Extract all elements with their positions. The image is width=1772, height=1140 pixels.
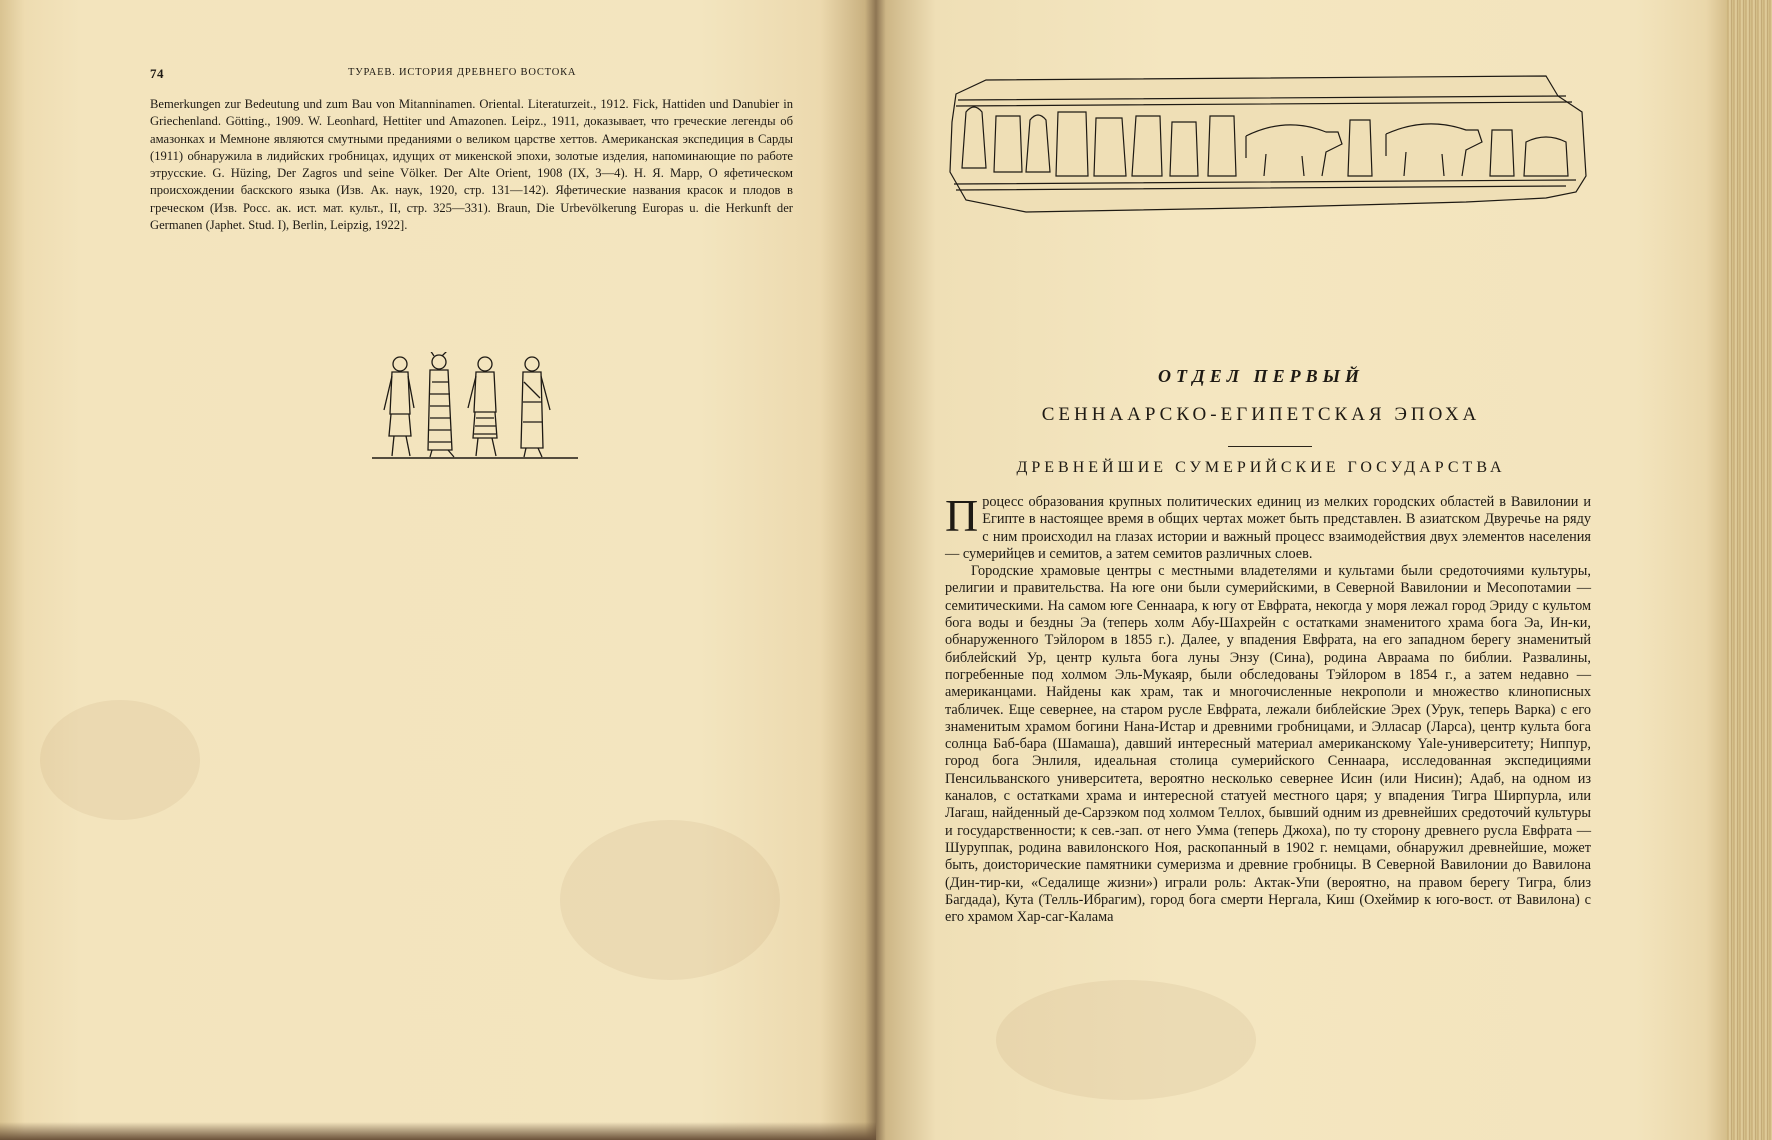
page-number: 74	[150, 66, 164, 81]
bibliography-notes	[150, 96, 793, 234]
paragraph-1	[945, 490, 1591, 563]
sumerian-frieze-illustration	[946, 72, 1592, 220]
drop-cap: П	[945, 490, 979, 541]
paper-stain	[40, 700, 200, 820]
paper-stain	[560, 820, 780, 980]
title-divider	[1228, 446, 1312, 447]
paragraph-1-text: роцесс образования крупных политических единиц из мелких городских областей в Вавилонии и Египте в настоящее время в общих чертах может быть представлен. В азиатском Двуречье на ряду с ним происходил на глазах истории и важный процесс взаимодействия двух элементов населения — сумерийцев и семитов, а затем семитов различных слоев.	[945, 494, 1591, 562]
egyptian-figures-illustration	[372, 352, 578, 462]
page-edges	[1726, 0, 1772, 1140]
paper-stain	[996, 980, 1256, 1100]
section-label: ОТДЕЛ ПЕРВЫЙ	[1157, 366, 1365, 386]
paragraph-2: Городские храмовые центры с местными владетелями и культами были средоточиями культуры, религии и правительства. На юге они были сумерийскими, в Северной Вавилонии и Месопотамии — семитическими. На самом юге Сеннаара, к югу от Евфрата, некогда у моря лежал город Эриду с культом бога воды и бездны Эа (теперь холм Абу-Шахрейн с остатками знаменитого храма бога Эа, Ин-ки, обнаруженного Тэйлором в 1855 г.). Далее, у впадения Евфрата, на его западном берегу знаменитый библейский Ур, центр культа бога луны Энзу (Сина), родина Авраама по библии. Развалины, погребенные под холмом Эль-Мукаяр, были обследованы Тэйлором в 1854 г., а затем недавно — американцами. Найдены как храм, так и многочисленные некрополи и множество клинописных табличек. Еще севернее, на старом русле Евфрата, лежали библейские Эрех (Урук, теперь Варка) с его знаменитым храмом богини Нана-Истар и древними гробницами, и Элласар (Ларса), центр культа бога солнца Баб-бара (Шамаша), давший интересный материал американскому Yale-университету; Ниппур, город бога Энлиля, идеальная столица сумерийского Сеннаара, исследованная экспедициями Пенсильванского университета, вероятно несколько севернее Исин (или Нисин); Адаб, на одном из каналов, с остатками храма и интересной статуей местного царя; у впадения Тигра Ширпурла, или Лагаш, найденный де-Сарзэком под холмом Теллох, бывший одним из древнейших средоточий культуры и государственности; к сев.-зап. от него Умма (теперь Джоха), по ту сторону древнего русла Евфрата — Шуруппак, родина вавилонского Ноя, раскопанный в 1902 г. немцами, обнаружил древнейшие, может быть, доисторические памятники сумеризма и древние гробницы. В Северной Вавилонии до Вавилона (Дин-тир-ки, «Седалище жизни») играли роль: Актак-Упи (вероятно, на правом берегу Тигра, близ Багдада), Кута (Телль-Ибрагим), город бога смерти Нергала, Киш (Охеймир к юго-вост. от Вавилона) с его храмом Хар-саг-Калама	[945, 563, 1591, 926]
section-title: СЕННААРСКО-ЕГИПЕТСКАЯ ЭПОХА	[1041, 404, 1481, 425]
chapter-body	[945, 490, 1591, 926]
book-cover-edge	[0, 1122, 876, 1140]
chapter-title: ДРЕВНЕЙШИЕ СУМЕРИЙСКИЕ ГОСУДАРСТВА	[1016, 459, 1506, 476]
notes-paragraph: Bemerkungen zur Bedeutung und zum Bau von Mitanninamen. Oriental. Literaturzeit., 1912. Fick, Hattiden und Danubier in Griechenland. Götting., 1909. W. Leonhard, Hettiter und Amazonen. Leipz., 1911, доказывает, что греческие легенды об амазонках и Мемноне являются смутными преданиями о великом царстве хеттов. Американская экспедиция в Сарды (1911) обнаружила в лидийских гробницах, идущих от микенской эпохи, золотые изделия, напоминающие по работе этрусские. G. Hüzing, Der Zagros und seine Völker. Der Alte Orient, 1908 (IX, 3—4). Н. Я. Марр, О яфетическом происхождении баскского языка (Изв. Ак. наук, 1920, стр. 131—142). Яфетические названия красок и плодов в греческом (Изв. Росс. ак. ист. мат. культ., II, стр. 325—331). Braun, Die Urbevölkerung Europas u. die Herkunft der Germanen (Japhet. Stud. I), Berlin, Leipzig, 1922].	[150, 97, 793, 233]
running-title: ТУРАЕВ. ИСТОРИЯ ДРЕВНЕГО ВОСТОКА	[348, 67, 577, 78]
